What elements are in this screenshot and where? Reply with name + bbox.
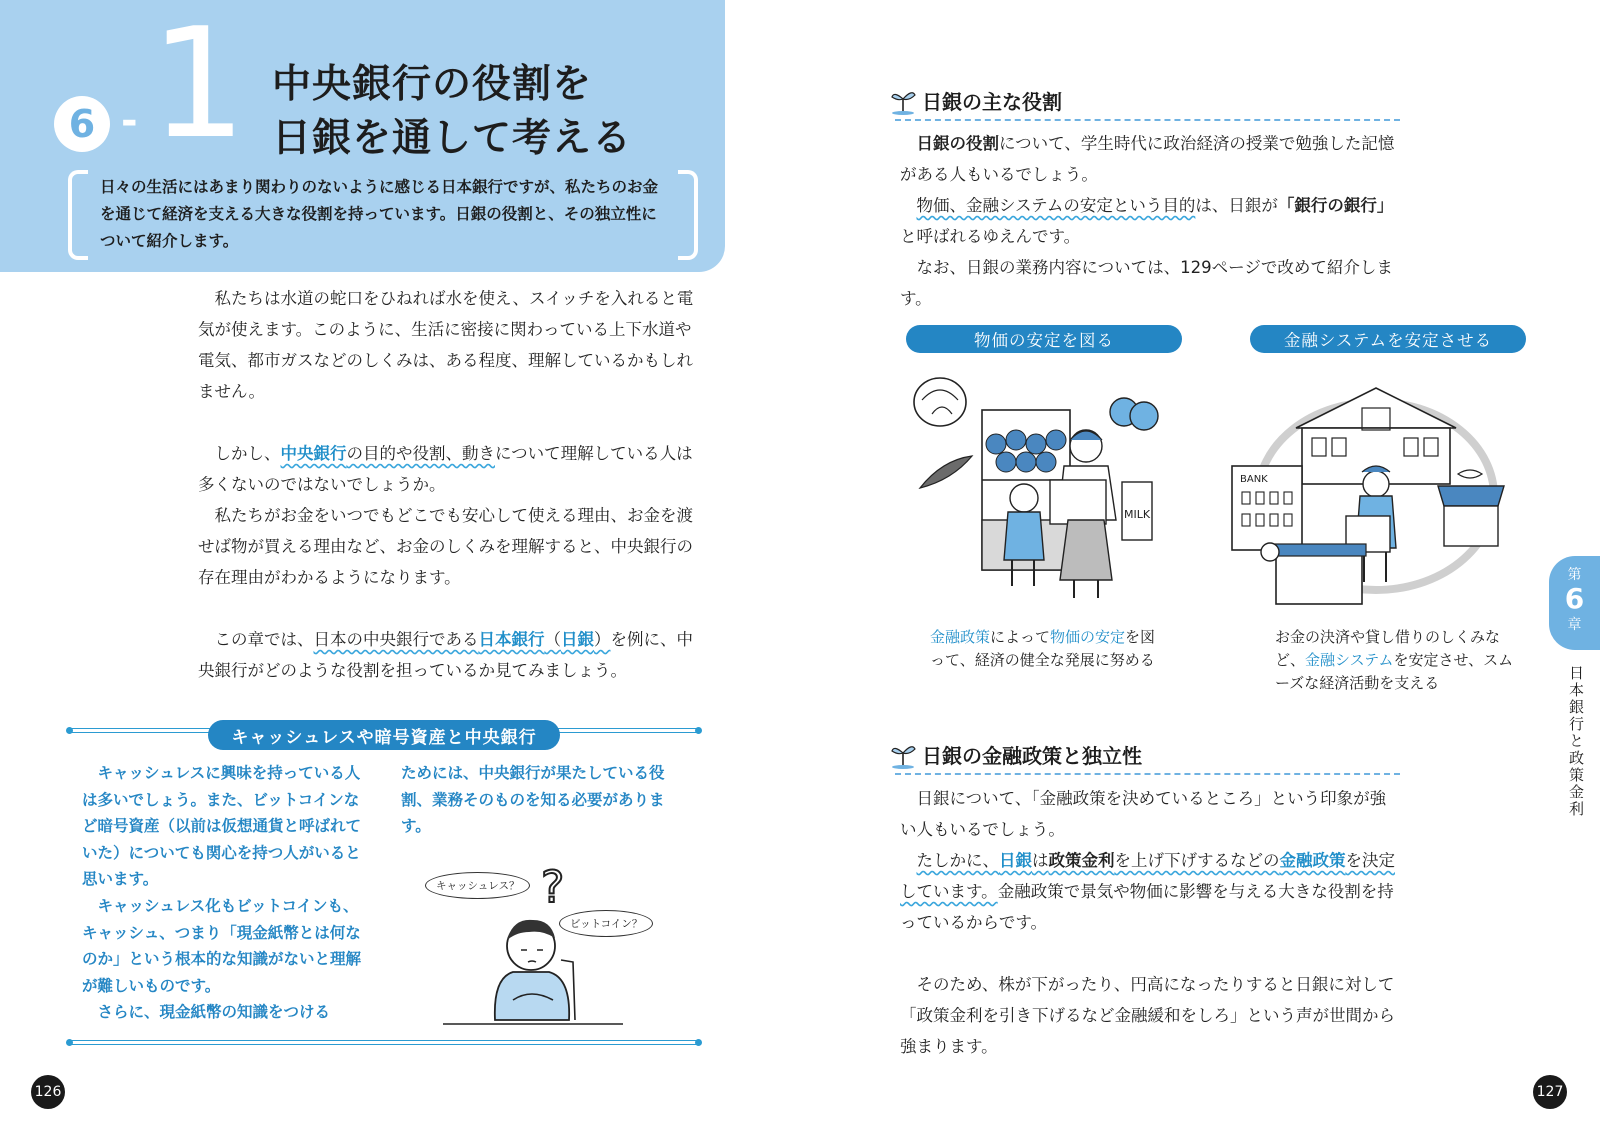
r-paragraph-2: 物価、金融システムの安定という目的は、日銀が「銀行の銀行」と呼ばれるゆえんです。 <box>900 196 1394 246</box>
column-title: キャッシュレスや暗号資産と中央銀行 <box>208 720 560 750</box>
column-box <box>68 720 700 1050</box>
section-heading-2 <box>890 740 1142 769</box>
term-central-bank: 中央銀行 <box>280 444 347 463</box>
speech-bubble-cashless: キャッシュレス？ <box>425 872 530 899</box>
chapter-side-title: 日本銀行と政策金利 <box>1567 665 1585 818</box>
bank-system-illustration <box>1226 368 1516 608</box>
speech-bubble-bitcoin: ビットコイン？ <box>559 910 653 937</box>
r-paragraph-6: そのため、株が下がったり、円高になったりすると日銀に対して「政策金利を引き下げるなど金融緩和をしろ」という声が世間から強まります。 <box>900 975 1395 1056</box>
section-heading-1-text: 日銀の主な役割 <box>922 90 1062 114</box>
column-text-left: キャッシュレスに興味を持っている人は多いでしょう。また、ビットコインなど暗号資産（以前は仮想通貨と呼ばれていた）についても関心を持つ人がいると思います。 キャッシュレス化もビットコインも、キャッシュ、つまり「現金紙幣とは何なのか」という根本的な知識がないと理解が難しいものです。 さらに、現金紙幣の知識をつける <box>82 764 362 1022</box>
milk-label: MILK <box>1124 508 1151 521</box>
body-text-right-2 <box>900 783 1400 1062</box>
section-number: 1 <box>150 0 247 172</box>
chapter-header-panel <box>0 0 725 272</box>
r-paragraph-1: 日銀の役割について、学生時代に政治経済の授業で勉強した記憶がある人もいるでしょう。 <box>900 134 1395 184</box>
r-paragraph-5: たしかに、日銀は政策金利を上げ下げするなどの金融政策を決定しています。金融政策で景気や物価に影響を与える大きな役割を持っているからです。 <box>900 851 1395 932</box>
r-paragraph-4: 日銀について、「金融政策を決めているところ」という印象が強い人もいるでしょう。 <box>900 789 1387 839</box>
caption-financial-system: お金の決済や貸し借りのしくみなど、金融システムを安定させ、スムーズな経済活動を支える <box>1275 628 1514 692</box>
pill-price-stability: 物価の安定を図る <box>906 325 1182 353</box>
bank-system-icon <box>1226 368 1516 608</box>
section-heading-2-text: 日銀の金融政策と独立性 <box>922 744 1142 768</box>
r-paragraph-3: なお、日銀の業務内容については、129ページで改めて紹介します。 <box>900 258 1393 308</box>
rule-dot <box>695 727 702 734</box>
thinking-person-illustration <box>433 850 643 1030</box>
rule-dot <box>66 1039 73 1046</box>
grocery-store-illustration <box>912 370 1172 610</box>
body-text-right-1 <box>900 128 1400 314</box>
title-line-2: 日銀を通して考える <box>272 116 633 161</box>
lead-text: 日々の生活にはあまり関わりのないように感じる日本銀行ですが、私たちのお金を通じて経済を支える大きな役割を持っています。日銀の役割と、その独立性について紹介します。 <box>100 178 659 250</box>
term-bank-of-japan: 日本銀行 <box>478 630 545 649</box>
rule-dot <box>695 1039 702 1046</box>
body-text-left <box>198 283 703 686</box>
paragraph-4: この章では、日本の中央銀行である日本銀行（日銀）を例に、中央銀行がどのような役割を担っているか見てみましょう。 <box>198 630 693 680</box>
section-heading-1-rule <box>895 119 1400 121</box>
bracket-left <box>68 170 88 260</box>
column-bottom-rule <box>68 1040 700 1045</box>
lead-box <box>68 170 698 260</box>
page-number-right: 127 <box>1533 1075 1567 1109</box>
svg-text:?: ? <box>541 862 565 913</box>
paragraph-3: 私たちがお金をいつでもどこでも安心して使える理由、お金を渡せば物が買える理由など、お金のしくみを理解すると、中央銀行の存在理由がわかるようになります。 <box>198 506 693 587</box>
page-title <box>272 58 632 166</box>
section-heading-2-rule <box>895 773 1400 775</box>
paragraph-1: 私たちは水道の蛇口をひねれば水を使え、スイッチを入れると電気が使えます。このように、生活に密接に関わっている上下水道や電気、都市ガスなどのしくみは、ある程度、理解しているかもしれません。 <box>198 289 694 401</box>
page-number-left: 126 <box>31 1075 65 1109</box>
sprout-icon <box>890 87 916 115</box>
paragraph-2: しかし、中央銀行の目的や役割、動きについて理解している人は多くないのではないでしょうか。 <box>198 444 693 494</box>
grocery-icon <box>912 370 1172 610</box>
section-heading-1 <box>890 86 1062 115</box>
chapter-number-badge: 6 <box>54 96 110 152</box>
caption-price-stability: 金融政策によって物価の安定を図って、経済の健全な発展に努める <box>930 628 1156 669</box>
chapter-side-tab: 第 6 章 <box>1549 556 1600 650</box>
chapter-dash: - <box>121 98 138 144</box>
column-text-right: ためには、中央銀行が果たしている役割、業務そのものを知る必要があります。 <box>401 764 665 836</box>
pill-financial-system: 金融システムを安定させる <box>1250 325 1526 353</box>
title-line-1: 中央銀行の役割を <box>272 62 593 107</box>
rule-dot <box>66 727 73 734</box>
bank-label: BANK <box>1240 474 1268 485</box>
term-nichigin: 日銀 <box>561 630 594 649</box>
bracket-right <box>678 170 698 260</box>
sprout-icon <box>890 741 916 769</box>
